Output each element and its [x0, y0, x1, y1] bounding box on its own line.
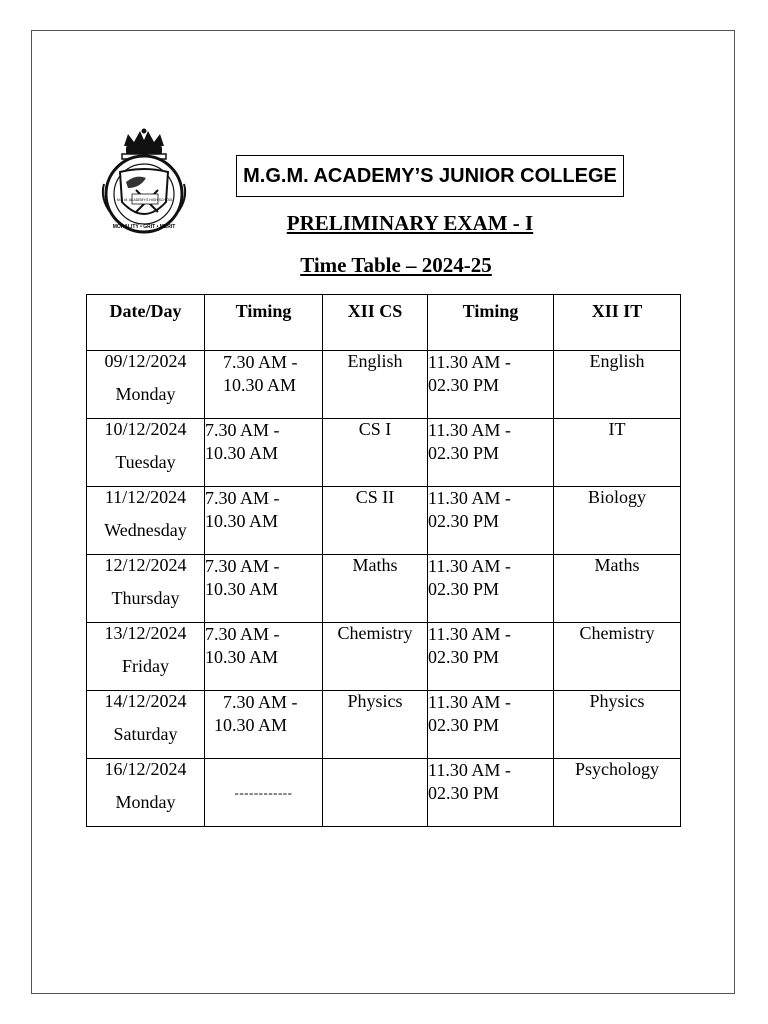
date: 13/12/2024 [104, 623, 187, 643]
cs-time-start: 7.30 AM - [205, 488, 280, 508]
cs-time-end: 10.30 AM [205, 646, 279, 667]
table-row [87, 623, 681, 691]
it-time-start: 11.30 AM - [428, 692, 511, 712]
it-subject: Physics [554, 691, 681, 759]
table-row [87, 351, 681, 419]
date-day-cell [87, 487, 205, 555]
header-timing-it: Timing [428, 295, 554, 351]
it-time-start: 11.30 AM - [428, 760, 511, 780]
cs-time-end: 10.30 AM [223, 374, 297, 395]
it-timing-cell [428, 419, 554, 487]
it-subject: Maths [554, 555, 681, 623]
it-time-end: 02.30 PM [428, 442, 500, 463]
date-day-cell [87, 555, 205, 623]
it-time-start: 11.30 AM - [428, 352, 511, 372]
day: Friday [122, 655, 169, 676]
day: Monday [115, 383, 176, 404]
it-time-start: 11.30 AM - [428, 556, 511, 576]
it-timing-cell [428, 623, 554, 691]
cs-time-end: 10.30 AM [214, 714, 288, 735]
cs-subject: Physics [323, 691, 428, 759]
it-timing-cell [428, 487, 554, 555]
cs-subject: CS I [323, 419, 428, 487]
date: 14/12/2024 [104, 691, 187, 711]
it-subject: IT [554, 419, 681, 487]
it-timing-cell [428, 691, 554, 759]
cs-timing-dash: ------------ [205, 759, 323, 827]
cs-time-start: 7.30 AM - [223, 692, 298, 712]
cs-time-end: 10.30 AM [205, 442, 279, 463]
cs-timing-cell [205, 487, 323, 555]
date: 16/12/2024 [104, 759, 187, 779]
it-time-end: 02.30 PM [428, 646, 500, 667]
date: 10/12/2024 [104, 419, 187, 439]
date: 11/12/2024 [104, 487, 187, 507]
cs-time-start: 7.30 AM - [205, 624, 280, 644]
date-day-cell [87, 623, 205, 691]
cs-timing-cell [205, 351, 323, 419]
it-time-start: 11.30 AM - [428, 420, 511, 440]
cs-timing-cell [205, 419, 323, 487]
header-xii-it: XII IT [554, 295, 681, 351]
cs-timing-cell [205, 691, 323, 759]
cs-subject [323, 759, 428, 827]
exam-title: PRELIMINARY EXAM - I [286, 211, 534, 235]
it-time-start: 11.30 AM - [428, 488, 511, 508]
timetable-title: Time Table – 2024-25 [300, 253, 492, 277]
it-timing-cell [428, 351, 554, 419]
date-day-cell [87, 419, 205, 487]
it-time-end: 02.30 PM [428, 714, 500, 735]
table-row [87, 487, 681, 555]
date-day-cell [87, 351, 205, 419]
it-timing-cell [428, 759, 554, 827]
date-day-cell [87, 691, 205, 759]
it-subject: Chemistry [554, 623, 681, 691]
cs-time-end: 10.30 AM [205, 510, 279, 531]
cs-subject: Maths [323, 555, 428, 623]
cs-time-start: 7.30 AM - [205, 420, 280, 440]
table-row [87, 419, 681, 487]
date: 12/12/2024 [104, 555, 187, 575]
date: 09/12/2024 [104, 351, 187, 371]
header-xii-cs: XII CS [323, 295, 428, 351]
timetable [86, 294, 681, 827]
crown-icon [122, 129, 166, 160]
it-time-end: 02.30 PM [428, 374, 500, 395]
cs-subject: Chemistry [323, 623, 428, 691]
it-time-end: 02.30 PM [428, 510, 500, 531]
it-time-end: 02.30 PM [428, 578, 500, 599]
table-header-row [87, 295, 681, 351]
day: Saturday [113, 723, 178, 744]
college-name: M.G.M. ACADEMY’S JUNIOR COLLEGE [243, 164, 617, 187]
it-subject: Psychology [554, 759, 681, 827]
it-timing-cell [428, 555, 554, 623]
day: Monday [115, 791, 176, 812]
header-timing-cs: Timing [205, 295, 323, 351]
day: Tuesday [115, 451, 176, 472]
cs-subject: English [323, 351, 428, 419]
cs-time-start: 7.30 AM - [223, 352, 298, 372]
cs-time-start: 7.30 AM - [205, 556, 280, 576]
it-time-start: 11.30 AM - [428, 624, 511, 644]
table-row [87, 691, 681, 759]
cs-timing-cell [205, 623, 323, 691]
table-row [87, 759, 681, 827]
cs-time-end: 10.30 AM [205, 578, 279, 599]
cs-subject: CS II [323, 487, 428, 555]
it-time-end: 02.30 PM [428, 782, 500, 803]
day: Wednesday [104, 519, 187, 540]
it-subject: English [554, 351, 681, 419]
table-row [87, 555, 681, 623]
svg-text:M.G.M. ACADEMY'S HIGH SCHOOL: M.G.M. ACADEMY'S HIGH SCHOOL [116, 198, 174, 202]
svg-text:MORALITY • GRIT • MERIT: MORALITY • GRIT • MERIT [112, 224, 176, 230]
date-day-cell [87, 759, 205, 827]
header-date-day: Date/Day [87, 295, 205, 351]
college-name-box [236, 155, 624, 197]
it-subject: Biology [554, 487, 681, 555]
cs-timing-cell [205, 555, 323, 623]
day: Thursday [111, 587, 180, 608]
